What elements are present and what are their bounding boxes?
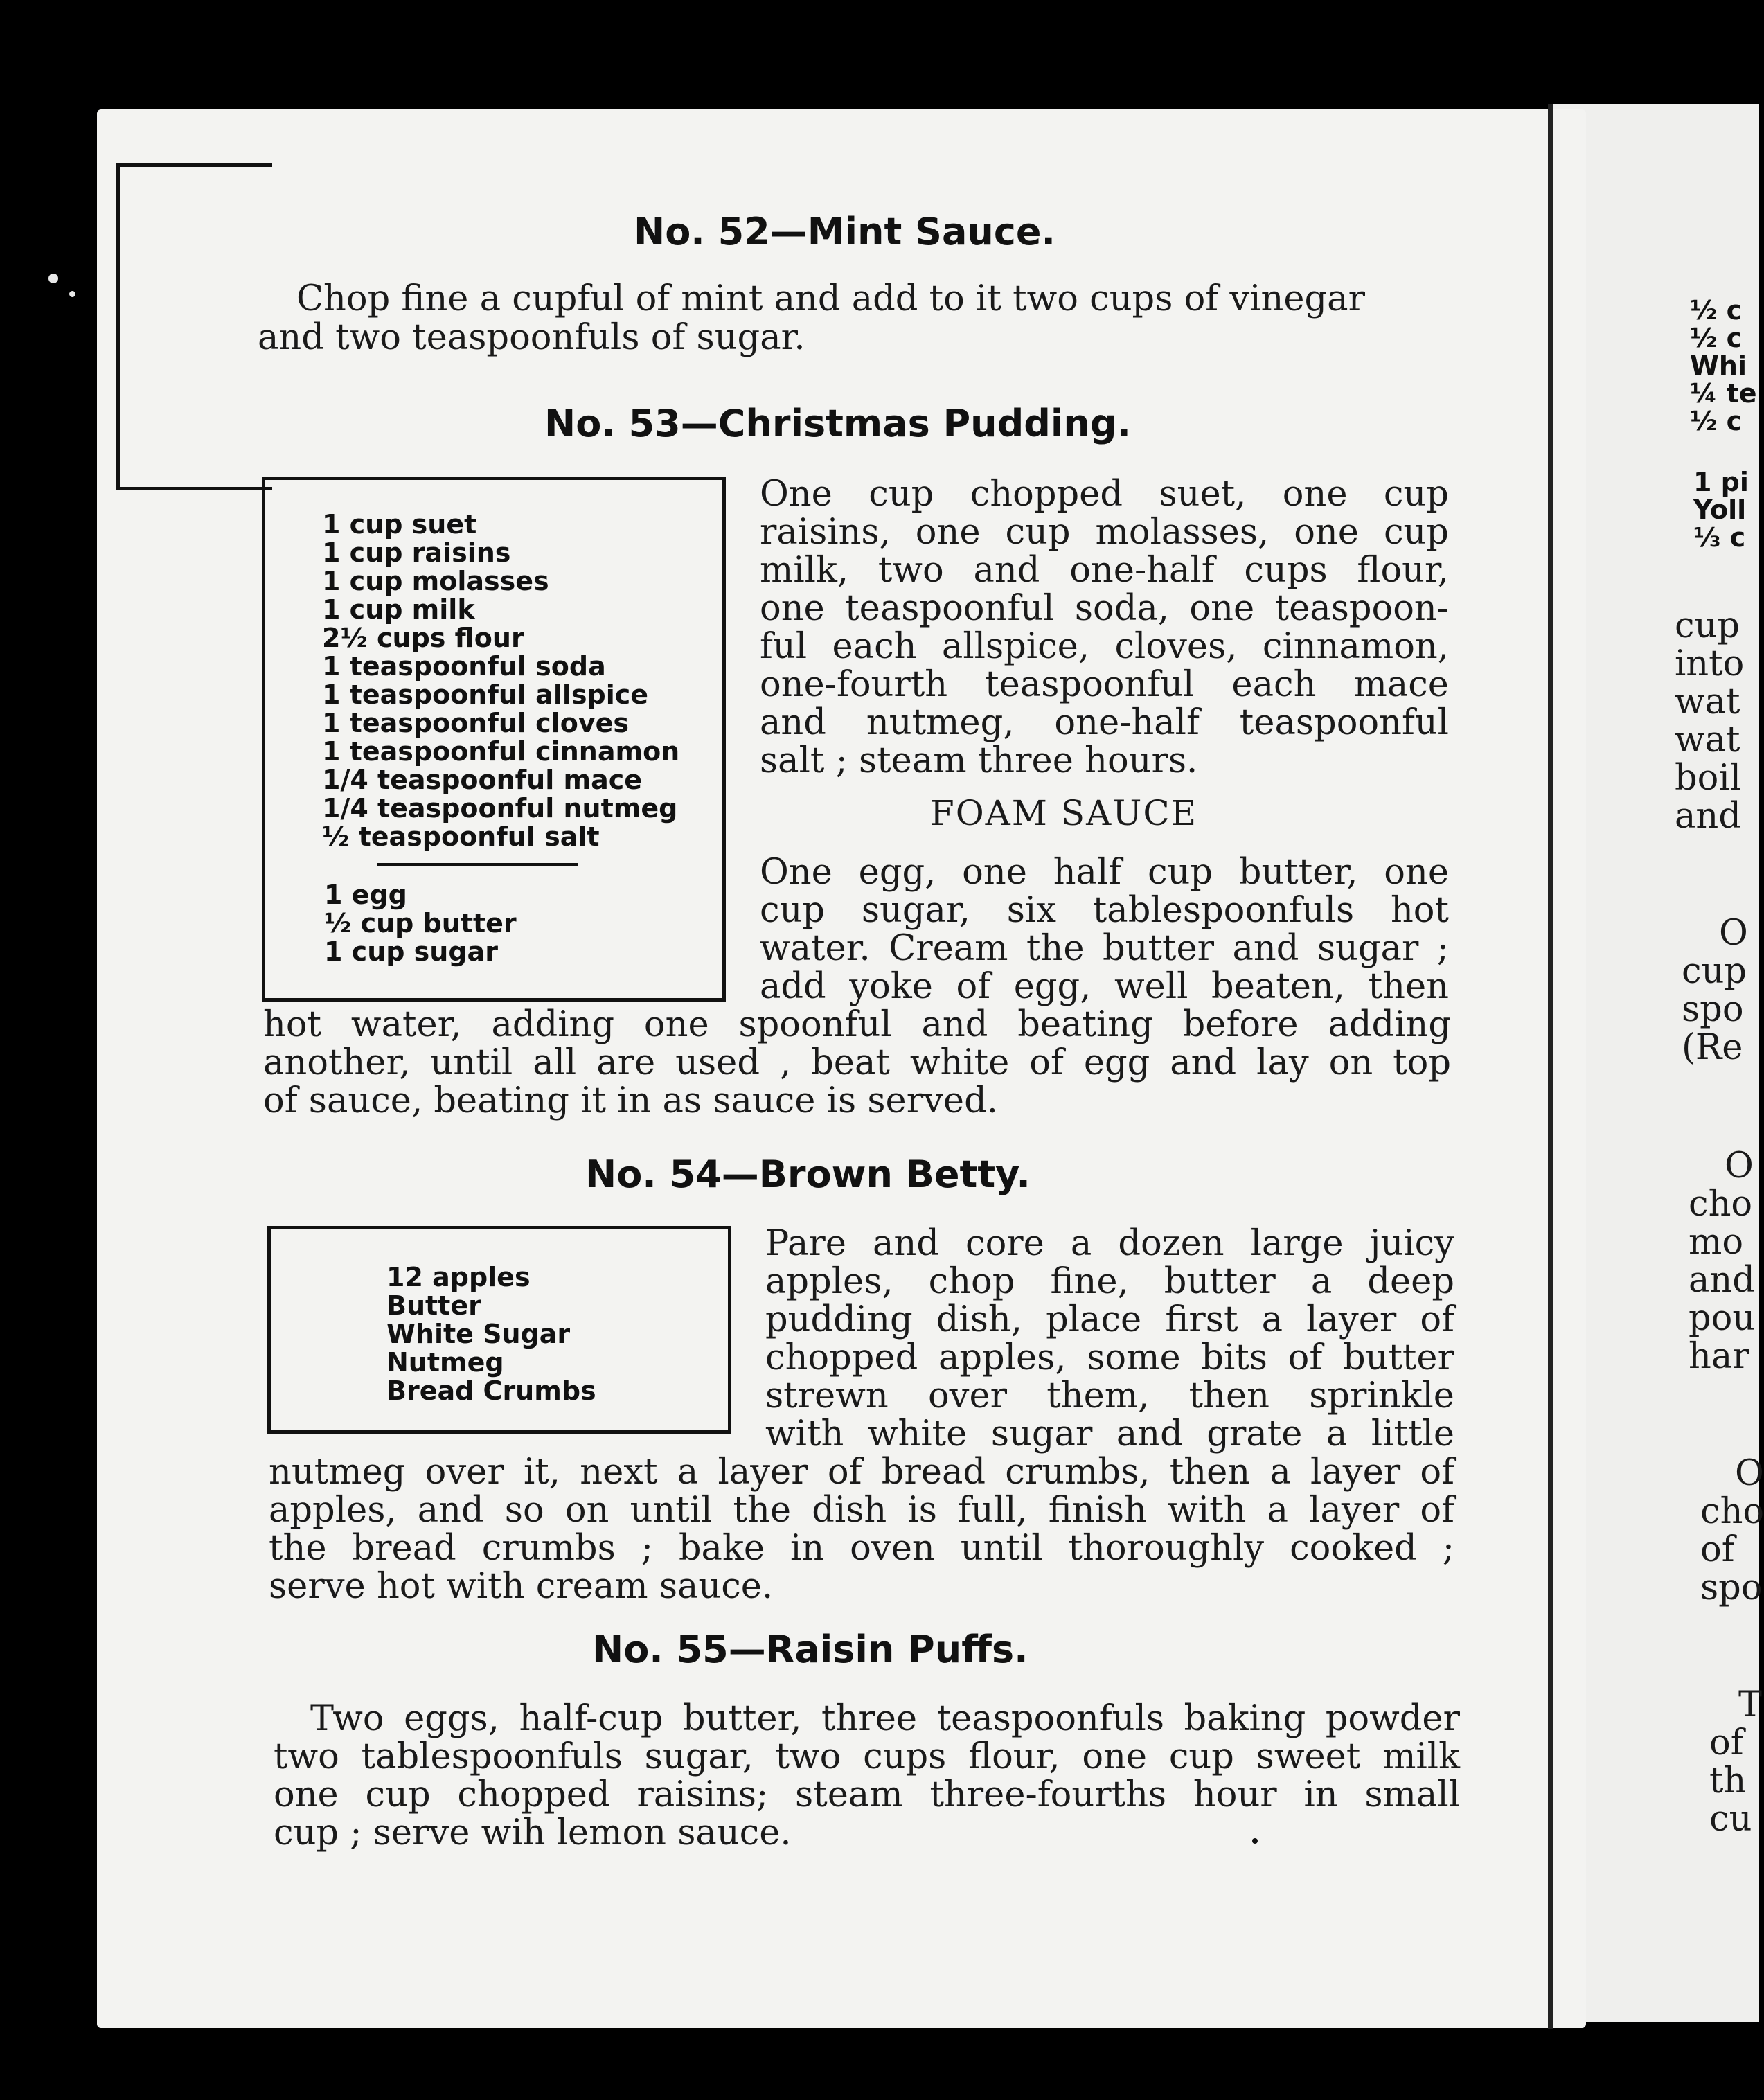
adjacent-text: and: [1675, 796, 1741, 837]
adjacent-ingredient: ½ c: [1690, 406, 1743, 436]
recipe-text-line: and nutmeg, one-half teaspoonful: [760, 702, 1449, 743]
adjacent-ingredient: ¼ te: [1690, 378, 1757, 409]
ingredient-item: Bread Crumbs: [386, 1376, 596, 1406]
adjacent-text: har: [1689, 1336, 1749, 1377]
adjacent-ingredient: Yoll: [1693, 495, 1747, 525]
ingredient-item: 1 cup sugar: [324, 936, 498, 967]
ingredient-item: White Sugar: [386, 1319, 571, 1349]
adjacent-text: cho: [1689, 1184, 1753, 1225]
ingredient-item: 1 cup molasses: [322, 566, 549, 596]
recipe-title: No. 55—Raisin Puffs.: [592, 1628, 1028, 1671]
recipe-text-line: one teaspoonful soda, one teaspoon-: [760, 588, 1449, 629]
ingredient-item: 12 apples: [386, 1262, 531, 1292]
adjacent-ingredient: ½ c: [1690, 295, 1743, 326]
adjacent-ingredient: ½ c: [1690, 323, 1743, 353]
recipe-text-line: serve hot with cream sauce.: [269, 1566, 774, 1607]
recipe-text-line: Pare and core a dozen large juicy: [765, 1223, 1454, 1264]
recipe-text-line: of sauce, beating it in as sauce is served.: [263, 1080, 998, 1121]
adjacent-text: mo: [1689, 1222, 1744, 1263]
adjacent-text: spo: [1682, 989, 1744, 1030]
page-gutter: [1548, 104, 1553, 2029]
ingredient-item: 1 teaspoonful allspice: [322, 679, 649, 710]
ingredient-item: ½ cup butter: [324, 908, 517, 938]
ingredient-item: Nutmeg: [386, 1347, 504, 1378]
recipe-text-line: another, until all are used , beat white of egg and lay on top: [263, 1042, 1451, 1083]
adjacent-text: cu: [1709, 1799, 1752, 1840]
ingredient-item: 2½ cups flour: [322, 623, 524, 653]
adjacent-ingredient: ⅓ c: [1693, 522, 1746, 553]
recipe-text-line: ful each allspice, cloves, cinnamon,: [760, 626, 1449, 667]
recipe-title: No. 52—Mint Sauce.: [634, 210, 1055, 253]
adjacent-text: T: [1738, 1684, 1763, 1725]
adjacent-text: O: [1725, 1146, 1754, 1186]
recipe-text-line: chopped apples, some bits of butter: [765, 1337, 1454, 1378]
ingredient-item: 1 teaspoonful cinnamon: [322, 736, 680, 767]
recipe-text-line: apples, and so on until the dish is full, finish with a layer of: [269, 1490, 1454, 1531]
recipe-text-line: One egg, one half cup butter, one: [760, 852, 1449, 893]
recipe-text-line: nutmeg over it, next a layer of bread crumbs, then a layer of: [269, 1452, 1454, 1493]
recipe-text-line: cup ; serve wih lemon sauce.: [274, 1813, 792, 1853]
recipe-text-line: two tablespoonfuls sugar, two cups flour, one cup sweet milk: [274, 1736, 1460, 1777]
ingredient-item: 1 cup milk: [322, 594, 475, 625]
adjacent-text: wat: [1675, 682, 1740, 722]
adjacent-ingredient-box: [116, 163, 272, 490]
recipe-text-line: salt ; steam three hours.: [760, 740, 1198, 781]
recipe-text-line: One cup chopped suet, one cup: [760, 474, 1449, 515]
recipe-text-line: one-fourth teaspoonful each mace: [760, 664, 1449, 705]
ingredient-item: 1/4 teaspoonful mace: [322, 765, 643, 795]
recipe-text-line: pudding dish, place first a layer of: [765, 1299, 1454, 1340]
ingredient-item: ½ teaspoonful salt: [322, 821, 600, 852]
adjacent-text: th: [1709, 1761, 1747, 1801]
recipe-text-line: the bread crumbs ; bake in oven until thoroughly cooked ;: [269, 1528, 1454, 1569]
adjacent-text: cho: [1700, 1491, 1764, 1532]
recipe-text-line: Two eggs, half-cup butter, three teaspoonfuls baking powder: [310, 1698, 1460, 1739]
recipe-text-line: Chop fine a cupful of mint and add to it two cups of vinegar: [296, 278, 1365, 319]
recipe-title: No. 54—Brown Betty.: [585, 1153, 1031, 1196]
recipe-text-line: and two teaspoonfuls of sugar.: [258, 317, 805, 358]
ingredient-divider: [377, 863, 578, 866]
recipe-text-line: apples, chop fine, butter a deep: [765, 1261, 1454, 1302]
adjacent-text: of: [1709, 1723, 1744, 1763]
recipe-text-line: raisins, one cup molasses, one cup: [760, 512, 1449, 553]
recipe-text-line: add yoke of egg, well beaten, then: [760, 966, 1449, 1007]
paper-speck: [69, 291, 75, 297]
ingredient-item: Butter: [386, 1290, 481, 1321]
recipe-text-line: hot water, adding one spoonful and beating before adding: [263, 1004, 1451, 1045]
ingredient-item: 1 teaspoonful soda: [322, 651, 606, 682]
recipe-text-line: milk, two and one-half cups flour,: [760, 550, 1449, 591]
ingredient-item: 1 cup raisins: [322, 537, 511, 568]
ingredient-item: 1 cup suet: [322, 509, 477, 540]
recipe-text-line: one cup chopped raisins; steam three-fourths hour in small: [274, 1774, 1460, 1815]
paper-speck: [48, 274, 58, 283]
recipe-text-line: cup sugar, six tablespoonfuls hot: [760, 890, 1449, 931]
adjacent-text: pou: [1689, 1298, 1756, 1339]
ingredient-item: 1 teaspoonful cloves: [322, 708, 629, 738]
adjacent-text: spo: [1700, 1567, 1763, 1608]
recipe-text-line: strewn over them, then sprinkle: [765, 1376, 1454, 1416]
ingredient-item: 1/4 teaspoonful nutmeg: [322, 793, 678, 824]
adjacent-text: and: [1689, 1260, 1755, 1301]
recipe-title: No. 53—Christmas Pudding.: [544, 402, 1132, 445]
recipe-text-line: with white sugar and grate a little: [765, 1414, 1454, 1454]
sauce-title: FOAM SAUCE: [930, 793, 1198, 833]
adjacent-text: wat: [1675, 720, 1740, 760]
adjacent-text: of: [1700, 1529, 1735, 1570]
adjacent-text: cup: [1675, 605, 1740, 646]
adjacent-ingredient: Whi: [1690, 350, 1747, 381]
adjacent-ingredient: 1 pi: [1693, 467, 1749, 497]
adjacent-text: (Re: [1682, 1027, 1743, 1068]
adjacent-text: O: [1719, 913, 1748, 954]
adjacent-text: cup: [1682, 951, 1747, 992]
ingredient-item: 1 egg: [324, 880, 407, 910]
ink-speck: [1252, 1838, 1258, 1844]
adjacent-text: into: [1675, 643, 1745, 684]
adjacent-text: boil: [1675, 758, 1741, 799]
adjacent-text: O: [1735, 1453, 1764, 1494]
recipe-text-line: water. Cream the butter and sugar ;: [760, 928, 1449, 969]
